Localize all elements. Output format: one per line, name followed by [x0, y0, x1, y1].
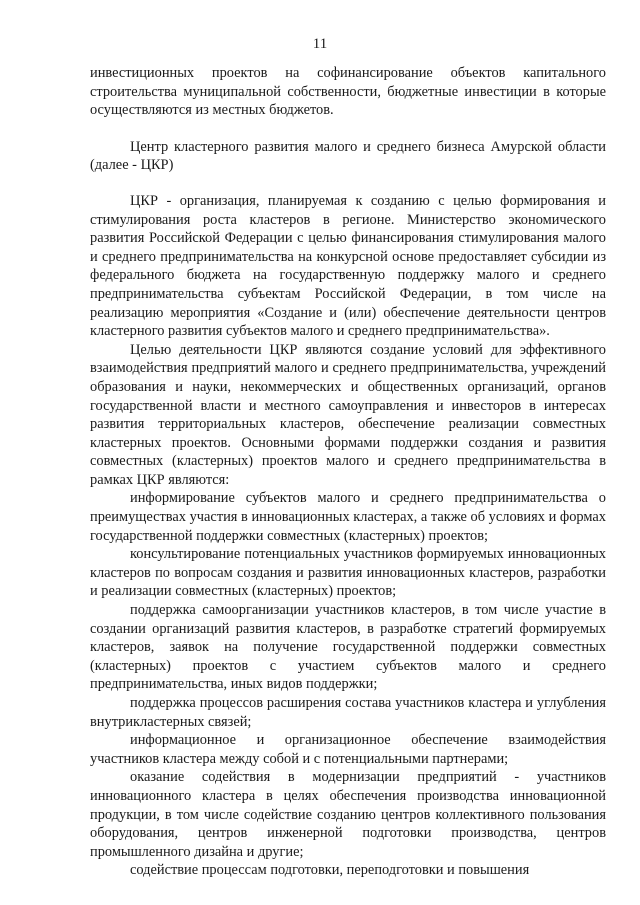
list-item-self-organization: поддержка самоорганизации участников кластеров, в том числе участие в создании организаций развития кластеров, в разработке стратегий формируемых кластеров, заявок на получение государственной поддержки совместных (кластерных) проектов с участием субъектов малого и среднего предпринимательства, иных видов поддержки; [90, 602, 606, 693]
paragraph-ckr-definition: ЦКР - организация, планируемая к созданию с целью формирования и стимулирования роста кластеров в регионе. Министерство экономического развития Российской Федерации с целью финансирования стимулирования малого и среднего предпринимательства на конкурсной основе предоставляет субсидии из федерального бюджета на государственную поддержку малого и среднего предпринимательства субъектам Российской Федерации, в том числе на реализацию мероприятия «Создание и (или) обеспечение деятельности центров кластерного развития субъектов малого и среднего предпринимательства». [90, 192, 606, 340]
section-heading: Центр кластерного развития малого и среднего бизнеса Амурской области (далее - ЦКР) [90, 138, 606, 174]
list-item-expansion: поддержка процессов расширения состава участников кластера и углубления внутрикластерных связей; [90, 695, 606, 730]
list-item-training: содействие процессам подготовки, переподготовки и повышения [130, 862, 530, 879]
list-item-consulting: консультирование потенциальных участников формируемых инновационных кластеров по вопросам создания и развития инновационных кластеров, разработки и реализации совместных (кластерных) проектов; [90, 546, 606, 600]
paragraph-continuation: инвестиционных проектов на софинансирование объектов капитального строительства муниципальной собственности, бюджетные инвестиции в которые осуществляются из местных бюджетов. [90, 65, 606, 119]
paragraph-ckr-goal: Целью деятельности ЦКР являются создание условий для эффективного взаимодействия предприятий малого и среднего предпринимательства, учреждений образования и науки, некоммерческих и общественных организаций, органов государственной власти и местного самоуправления и инвесторов в интересах развития территориальных кластеров, обеспечение реализации совместных кластерных проектов. Основными формами поддержки создания и развития совместных (кластерных) проектов малого и среднего предпринимательства в рамках ЦКР являются: [90, 341, 606, 488]
page-number: 11 [312, 36, 328, 52]
list-item-information-support: информационное и организационное обеспечение взаимодействия участников кластера между собой и с потенциальными партнерами; [90, 732, 606, 767]
document-body [90, 64, 606, 880]
list-item-modernization: оказание содействия в модернизации предприятий - участников инновационного кластера в целях обеспечения производства инновационной продукции, в том числе содействие созданию центров коллективного пользования оборудования, центров инженерной подготовки производства, центров промышленного дизайна и другие; [90, 769, 606, 860]
list-item-informing: информирование субъектов малого и среднего предпринимательства о преимуществах участия в инновационных кластерах, а также об условиях и формах государственной поддержки совместных (кластерных) проектов; [90, 490, 606, 544]
